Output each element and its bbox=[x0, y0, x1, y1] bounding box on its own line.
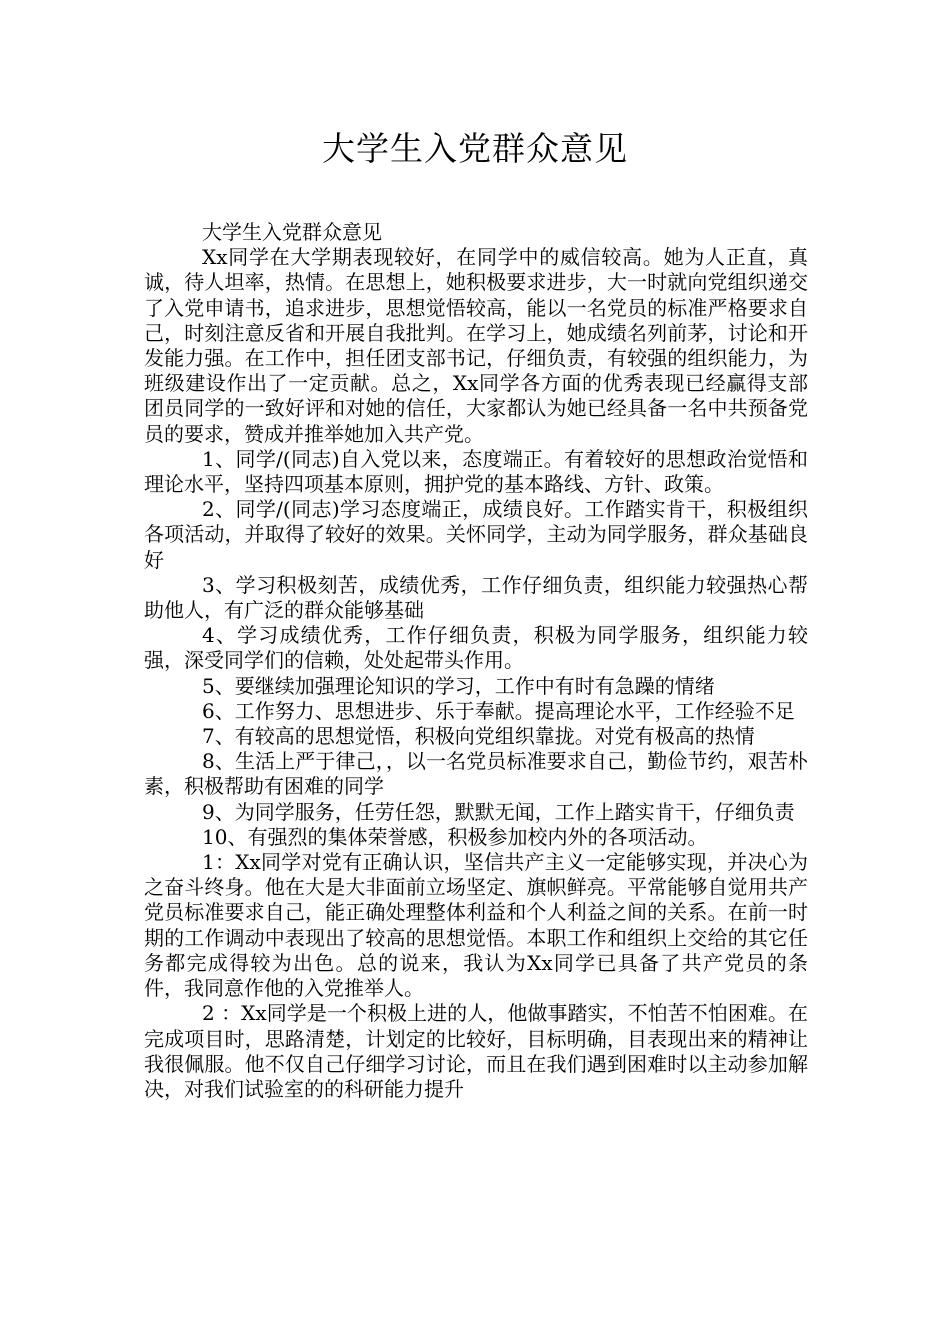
paragraph-item-4: 4、学习成绩优秀，工作仔细负责，积极为同学服务，组织能力较强，深受同学们的信赖，处处起带头作用。 bbox=[144, 623, 808, 673]
document-title: 大学生入党群众意见 bbox=[322, 129, 628, 168]
paragraph-intro: Xx同学在大学期表现较好，在同学中的威信较高。她为人正直，真诚，待人坦率，热情。在思想上，她积极要求进步，大一时就向党组织递交了入党申请书，追求进步，思想觉悟较高，能以一名党员的标准严格要求自己，时刻注意反省和开展自我批判。在学习上，她成绩名列前茅，讨论和开发能力强。在工作中，担任团支部书记，仔细负责，有较强的组织能力，为班级建设作出了一定贡献。总之，Xx同学各方面的优秀表现已经赢得支部团员同学的一致好评和对她的信任，大家都认为她已经具备一名中共预备党员的要求，赞成并推举她加入共产党。 bbox=[144, 245, 808, 446]
paragraph-item-8: 8、生活上严于律己，，以一名党员标准要求自己，勤俭节约，艰苦朴素，积极帮助有困难的同学 bbox=[144, 749, 808, 799]
paragraph-item-7: 7、有较高的思想觉悟，积极向党组织靠拢。对党有极高的热情 bbox=[202, 724, 755, 749]
paragraph-item-2: 2、同学/(同志)学习态度端正，成绩良好。工作踏实肯干，积极组织各项活动，并取得了较好的效果。关怀同学，主动为同学服务，群众基础良好 bbox=[144, 497, 808, 572]
document-subtitle: 大学生入党群众意见 bbox=[202, 220, 382, 244]
paragraph-item-6: 6、工作努力、思想进步、乐于奉献。提高理论水平，工作经验不足 bbox=[202, 698, 795, 723]
paragraph-opinion-1: 1：Xx同学对党有正确认识，坚信共产主义一定能够实现，并决心为之奋斗终身。他在大是大非面前立场坚定、旗帜鲜亮。平常能够自觉用共产党员标准要求自己，能正确处理整体利益和个人利益之间的关系。在前一时期的工作调动中表现出了较高的思想觉悟。本职工作和组织上交给的其它任务都完成得较为出色。总的说来，我认为Xx同学已具备了共产党员的条件，我同意作他的入党推举人。 bbox=[144, 850, 808, 1001]
paragraph-item-3: 3、学习积极刻苦，成绩优秀，工作仔细负责，组织能力较强热心帮助他人，有广泛的群众能够基础 bbox=[144, 572, 808, 623]
paragraph-item-1: 1、同学/(同志)自入党以来，态度端正。有着较好的思想政治觉悟和理论水平，坚持四项基本原则，拥护党的基本路线、方针、政策。 bbox=[144, 446, 808, 497]
document-body bbox=[144, 220, 808, 1102]
paragraph-item-5: 5、要继续加强理论知识的学习，工作中有时有急躁的情绪 bbox=[202, 673, 715, 698]
paragraph-item-9: 9、为同学服务，任劳任怨，默默无闻，工作上踏实肯干，仔细负责 bbox=[202, 799, 795, 824]
paragraph-item-10: 10、有强烈的集体荣誉感，积极参加校内外的各项活动。 bbox=[202, 824, 708, 849]
paragraph-opinion-2: 2 ：Xx同学是一个积极上进的人，他做事踏实，不怕苦不怕困难。在完成项目时，思路清楚，计划定的比较好，目标明确，目表现出来的精神让我很佩服。他不仅自己仔细学习讨论，而且在我们遇到困难时以主动参加解决，对我们试验室的的科研能力提升 bbox=[144, 1001, 808, 1101]
